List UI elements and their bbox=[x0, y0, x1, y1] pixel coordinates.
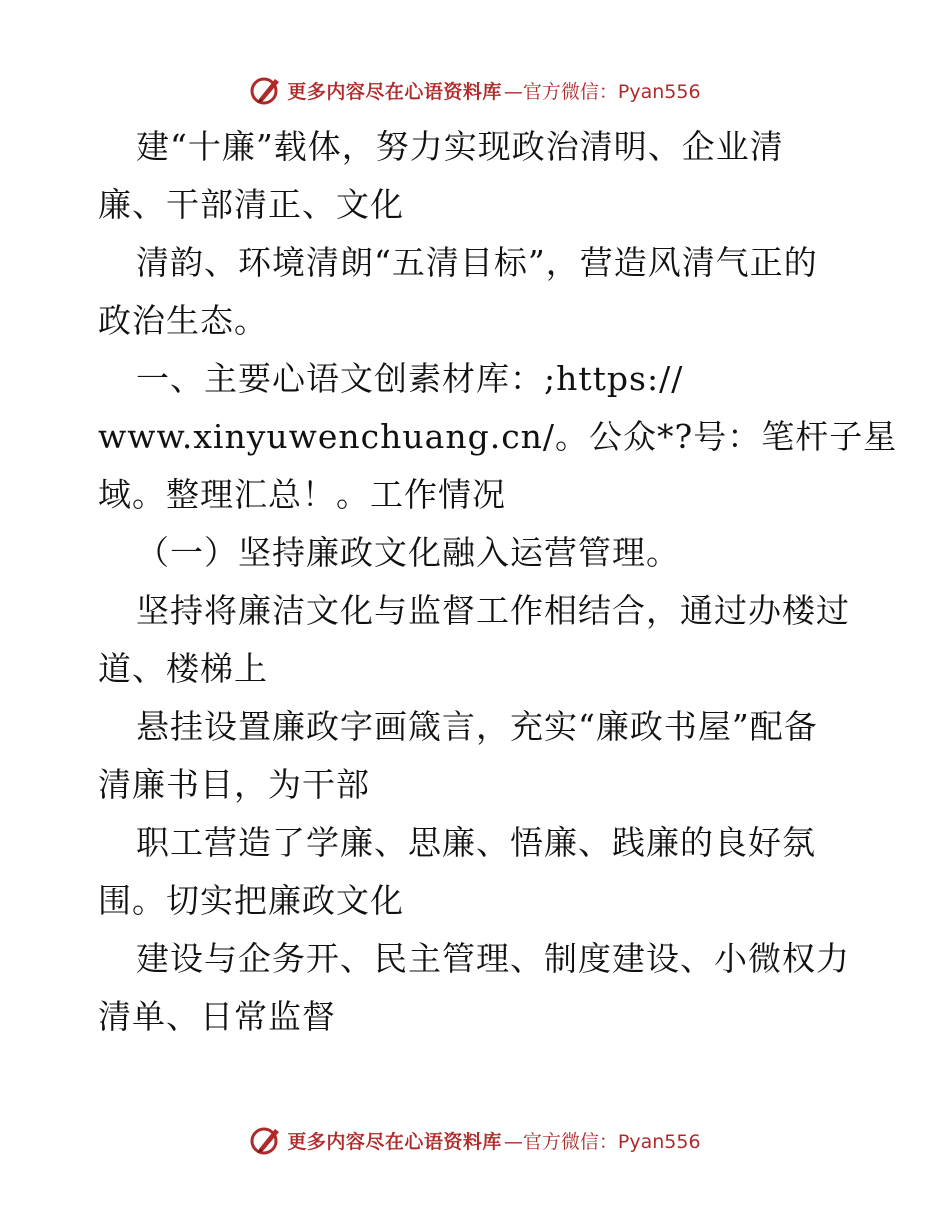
body-line: 建“十廉”载体，努力实现政治清明、企业清 bbox=[136, 127, 784, 166]
section-heading: 一、主要心语文创素材库：;https:// bbox=[136, 359, 684, 398]
body-line: 廉、干部清正、文化 bbox=[98, 185, 404, 224]
footer-banner-title: 更多内容尽在心语资料库 bbox=[287, 1130, 502, 1153]
header-banner-title: 更多内容尽在心语资料库 bbox=[287, 80, 502, 103]
body-line: 围。切实把廉政文化 bbox=[98, 881, 404, 920]
body-line: 职工营造了学廉、思廉、悟廉、践廉的良好氛 bbox=[136, 823, 816, 862]
header-banner-wechat: —官方微信：Pyan556 bbox=[503, 80, 701, 103]
subsection-heading: （一）坚持廉政文化融入运营管理。 bbox=[136, 533, 680, 572]
body-line: www.xinyuwenchuang.cn/。公众*?号：笔杆子星 bbox=[98, 417, 898, 456]
body-line: 清韵、环境清朗“五清目标”，营造风清气正的 bbox=[136, 243, 818, 282]
body-line: 建设与企务开、民主管理、制度建设、小微权力 bbox=[136, 939, 850, 978]
document-body bbox=[98, 118, 898, 1046]
body-line: 域。整理汇总！。工作情况 bbox=[98, 475, 506, 514]
quill-pen-logo-icon bbox=[249, 1123, 283, 1157]
footer-banner-wechat: —官方微信：Pyan556 bbox=[503, 1130, 701, 1153]
quill-pen-logo-icon bbox=[249, 73, 283, 107]
body-line: 坚持将廉洁文化与监督工作相结合，通过办楼过 bbox=[136, 591, 850, 630]
body-line: 清廉书目，为干部 bbox=[98, 765, 370, 804]
body-line: 政治生态。 bbox=[98, 301, 268, 340]
body-line: 清单、日常监督 bbox=[98, 997, 336, 1036]
header-banner bbox=[0, 70, 950, 110]
footer-banner bbox=[0, 1120, 950, 1160]
body-line: 悬挂设置廉政字画箴言，充实“廉政书屋”配备 bbox=[136, 707, 818, 746]
body-line: 道、楼梯上 bbox=[98, 649, 268, 688]
